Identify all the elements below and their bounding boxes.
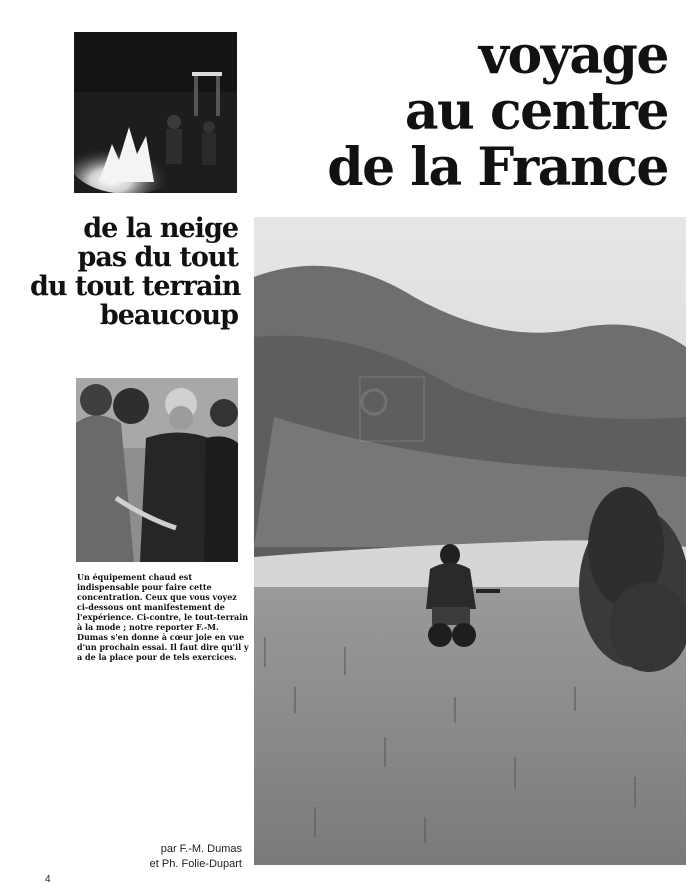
- byline: [100, 842, 242, 872]
- byline-line: par F.-M. Dumas: [160, 843, 242, 855]
- article-title: [268, 25, 668, 198]
- photo-caption: Un équipement chaud est indispensable pour faire cette concentration. Ceux que vous voyez ci-dessous ont manifestement de l'expérience. Ci-contre, le tout-terrain à la mode ; notre reporter F.-M. Dumas s'en donne à cœur joie en vue d'un prochain essai. Il faut dire qu'il y a de la place pour de tels exercices.: [77, 572, 249, 662]
- subtitle-line: du tout terrain: [30, 271, 241, 302]
- campfire-photo: [74, 32, 237, 193]
- title-line: au centre: [404, 81, 668, 142]
- riders-group-photo: [76, 378, 238, 562]
- motorcycle-field-photo: [254, 217, 686, 865]
- subtitle-line: pas du tout: [77, 242, 238, 273]
- subtitle-line: de la neige: [83, 213, 238, 244]
- subtitle-line: beaucoup: [99, 300, 238, 331]
- byline-line: et Ph. Folie-Dupart: [149, 858, 242, 870]
- article-subtitle: [30, 213, 241, 331]
- title-line: voyage: [478, 25, 668, 86]
- page-number: 4: [45, 874, 51, 885]
- title-line: de la France: [327, 137, 668, 198]
